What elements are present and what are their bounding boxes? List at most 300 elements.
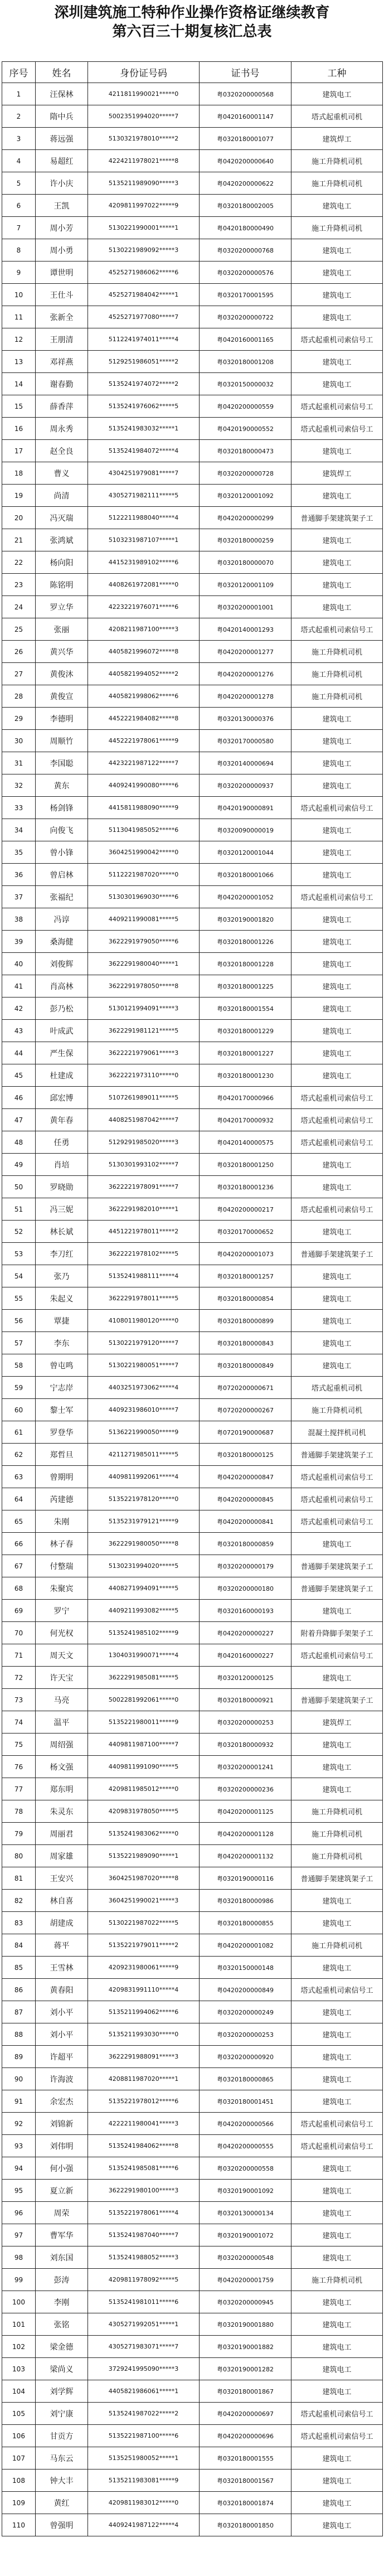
cell-trade: 建筑电工 bbox=[291, 1890, 383, 1912]
cell-name: 刘东国 bbox=[36, 2246, 88, 2269]
cell-certificate-number: 粤0320200000568 bbox=[200, 83, 291, 105]
cell-certificate-number: 粤0320090000019 bbox=[200, 819, 291, 841]
cell-id-number: 36222919880​91*****3 bbox=[88, 2046, 200, 2068]
table-row bbox=[2, 128, 383, 150]
table-row bbox=[2, 1510, 383, 1533]
table-row bbox=[2, 2514, 383, 2536]
cell-serial: 12 bbox=[2, 328, 36, 351]
cell-trade: 塔式起重机司索信号工 bbox=[291, 1109, 383, 1131]
table-row bbox=[2, 2291, 383, 2313]
table-row bbox=[2, 2202, 383, 2224]
cell-trade: 建筑电工 bbox=[291, 2001, 383, 2023]
cell-name: 张新全 bbox=[36, 306, 88, 328]
cell-trade: 建筑电工 bbox=[291, 1957, 383, 1979]
table-row bbox=[2, 685, 383, 708]
cell-trade: 建筑电工 bbox=[291, 1912, 383, 1934]
cell-serial: 30 bbox=[2, 730, 36, 752]
cell-trade: 施工升降机司机 bbox=[291, 1823, 383, 1845]
cell-name: 黄红 bbox=[36, 2492, 88, 2514]
table-row bbox=[2, 2492, 383, 2514]
cell-name: 温平 bbox=[36, 1711, 88, 1734]
cell-id-number: 51302219890​92*****3 bbox=[88, 239, 200, 262]
cell-trade: 建筑电工 bbox=[291, 1176, 383, 1198]
table-row bbox=[2, 708, 383, 730]
cell-id-number: 36222919820​10*****1 bbox=[88, 1198, 200, 1221]
cell-name: 许超平 bbox=[36, 2046, 88, 2068]
cell-trade: 建筑电工 bbox=[291, 2514, 383, 2536]
cell-serial: 90 bbox=[2, 2068, 36, 2090]
cell-name: 周永秀 bbox=[36, 418, 88, 440]
cell-serial: 69 bbox=[2, 1600, 36, 1622]
cell-serial: 88 bbox=[2, 2023, 36, 2046]
cell-id-number: 50022819920​61*****0 bbox=[88, 1689, 200, 1711]
cell-serial: 87 bbox=[2, 2001, 36, 2023]
cell-id-number: 51352119830​81*****9 bbox=[88, 2470, 200, 2492]
cell-certificate-number: 粤0320180001555 bbox=[200, 2447, 291, 2470]
title-line-2: 第六百三十期复核汇总表 bbox=[112, 23, 272, 40]
cell-certificate-number: 粤0420200001052 bbox=[200, 886, 291, 908]
cell-id-number: 36222919800​50*****8 bbox=[88, 1533, 200, 1555]
cell-serial: 27 bbox=[2, 663, 36, 685]
cell-id-number: 51352119890​90*****3 bbox=[88, 172, 200, 195]
cell-serial: 93 bbox=[2, 2135, 36, 2157]
cell-name: 朱起义 bbox=[36, 1287, 88, 1310]
cell-trade: 建筑电工 bbox=[291, 596, 383, 618]
table-row bbox=[2, 1421, 383, 1444]
cell-trade: 建筑电工 bbox=[291, 1154, 383, 1176]
cell-certificate-number: 粤0420200000555 bbox=[200, 2135, 291, 2157]
cell-id-number: 44098119910​90*****5 bbox=[88, 1756, 200, 1778]
cell-serial: 97 bbox=[2, 2224, 36, 2246]
table-row bbox=[2, 83, 383, 105]
cell-certificate-number: 粤0320180001567 bbox=[200, 2470, 291, 2492]
table-row bbox=[2, 1890, 383, 1912]
cell-id-number: 51352419851​02*****9 bbox=[88, 1622, 200, 1644]
cell-name: 李东 bbox=[36, 1332, 88, 1354]
table-row bbox=[2, 2135, 383, 2157]
cell-name: 许天宝 bbox=[36, 1667, 88, 1689]
cell-certificate-number: 粤0320180000859 bbox=[200, 1533, 291, 1555]
cell-name: 芮建德 bbox=[36, 1488, 88, 1510]
cell-certificate-number: 粤0320200000920 bbox=[200, 2046, 291, 2068]
table-row bbox=[2, 2046, 383, 2068]
cell-name: 赵全良 bbox=[36, 440, 88, 462]
table-row bbox=[2, 1444, 383, 1466]
table-row bbox=[2, 1399, 383, 1421]
cell-name: 冯谆 bbox=[36, 908, 88, 931]
table-row bbox=[2, 507, 383, 529]
cell-name: 覃捷 bbox=[36, 1310, 88, 1332]
cell-name: 向俊飞 bbox=[36, 819, 88, 841]
cell-certificate-number: 粤0420170000966 bbox=[200, 1087, 291, 1109]
cell-name: 周天文 bbox=[36, 1644, 88, 1667]
table-row bbox=[2, 1354, 383, 1377]
cell-certificate-number: 粤0320160000193 bbox=[200, 1600, 291, 1622]
cell-serial: 46 bbox=[2, 1087, 36, 1109]
cell-name: 曾小锋 bbox=[36, 841, 88, 864]
cell-name: 曾期明 bbox=[36, 1466, 88, 1488]
table-row bbox=[2, 819, 383, 841]
table-row bbox=[2, 262, 383, 284]
cell-serial: 86 bbox=[2, 1979, 36, 2001]
cell-trade: 建筑电工 bbox=[291, 975, 383, 998]
cell-trade: 塔式起重机司机 bbox=[291, 1377, 383, 1399]
cell-trade: 建筑电工 bbox=[291, 931, 383, 953]
cell-certificate-number: 粤0320120001092 bbox=[200, 485, 291, 507]
cell-trade: 普通脚手架建筑架子工 bbox=[291, 1243, 383, 1265]
cell-trade: 塔式起重机司索信号工 bbox=[291, 1510, 383, 1533]
cell-certificate-number: 粤0420200000841 bbox=[200, 1510, 291, 1533]
cell-trade: 建筑电工 bbox=[291, 1756, 383, 1778]
cell-trade: 建筑电工 bbox=[291, 306, 383, 328]
cell-name: 刘小平 bbox=[36, 2023, 88, 2046]
table-row bbox=[2, 1087, 383, 1109]
cell-id-number: 44058219860​61*****1 bbox=[88, 2380, 200, 2403]
cell-name: 张丽 bbox=[36, 618, 88, 641]
cell-trade: 建筑焊工 bbox=[291, 128, 383, 150]
cell-id-number: 42088119870​20*****1 bbox=[88, 2068, 200, 2090]
cell-serial: 65 bbox=[2, 1510, 36, 1533]
cell-trade: 塔式起重机司索信号工 bbox=[291, 797, 383, 819]
cell-id-number: 51352419810​11*****6 bbox=[88, 2291, 200, 2313]
cell-id-number: 45252719770​80*****7 bbox=[88, 306, 200, 328]
cell-trade: 普通脚手架建筑架子工 bbox=[291, 1867, 383, 1890]
table-row bbox=[2, 440, 383, 462]
cell-name: 罗立华 bbox=[36, 596, 88, 618]
cell-id-number: 43042519790​81*****7 bbox=[88, 462, 200, 485]
cell-name: 冯灭瑞 bbox=[36, 507, 88, 529]
cell-trade: 塔式起重机司索信号工 bbox=[291, 1979, 383, 2001]
table-row bbox=[2, 1979, 383, 2001]
cell-certificate-number: 粤0420200001073 bbox=[200, 1243, 291, 1265]
cell-id-number: 44058219960​72*****8 bbox=[88, 641, 200, 663]
cell-trade: 施工升降机司机 bbox=[291, 2269, 383, 2291]
cell-certificate-number: 粤0320180000986 bbox=[200, 1890, 291, 1912]
cell-name: 谭世明 bbox=[36, 262, 88, 284]
cell-serial: 38 bbox=[2, 908, 36, 931]
cell-certificate-number: 粤0320180000855 bbox=[200, 1912, 291, 1934]
cell-name: 周小芳 bbox=[36, 217, 88, 239]
cell-id-number: 36042519900​42*****0 bbox=[88, 841, 200, 864]
cell-serial: 75 bbox=[2, 1734, 36, 1756]
cell-trade: 建筑电工 bbox=[291, 2090, 383, 2113]
table-row bbox=[2, 2023, 383, 2046]
cell-certificate-number: 粤0420200000849 bbox=[200, 1979, 291, 2001]
table-row bbox=[2, 1800, 383, 1823]
cell-trade: 建筑电工 bbox=[291, 2313, 383, 2336]
table-row bbox=[2, 2246, 383, 2269]
table-row bbox=[2, 1934, 383, 1957]
cell-serial: 3 bbox=[2, 128, 36, 150]
cell-name: 宁志岸 bbox=[36, 1377, 88, 1399]
table-row bbox=[2, 618, 383, 641]
cell-name: 刘学辉 bbox=[36, 2380, 88, 2403]
table-row bbox=[2, 2403, 383, 2425]
cell-trade: 塔式起重机司索信号工 bbox=[291, 418, 383, 440]
cell-certificate-number: 粤0320180001250 bbox=[200, 1154, 291, 1176]
table-row bbox=[2, 1287, 383, 1310]
table-row bbox=[2, 1198, 383, 1221]
cell-id-number: 42118119900​21*****0 bbox=[88, 83, 200, 105]
table-row bbox=[2, 1533, 383, 1555]
cell-serial: 52 bbox=[2, 1221, 36, 1243]
cell-serial: 25 bbox=[2, 618, 36, 641]
cell-id-number: 42098119780​92*****5 bbox=[88, 2269, 200, 2291]
cell-serial: 48 bbox=[2, 1131, 36, 1154]
table-row bbox=[2, 395, 383, 418]
cell-id-number: 51352419870​22*****2 bbox=[88, 2403, 200, 2425]
cell-name: 夏立新 bbox=[36, 2180, 88, 2202]
table-row bbox=[2, 2001, 383, 2023]
cell-certificate-number: 粤0320190001880 bbox=[200, 2313, 291, 2336]
cell-id-number: 36222219781​02*****5 bbox=[88, 1243, 200, 1265]
cell-name: 罗晓勋 bbox=[36, 1176, 88, 1198]
cell-serial: 8 bbox=[2, 239, 36, 262]
table-header-row bbox=[2, 62, 383, 83]
cell-id-number: 51122219870​20*****0 bbox=[88, 864, 200, 886]
cell-trade: 建筑电工 bbox=[291, 1310, 383, 1332]
cell-certificate-number: 粤0420200000847 bbox=[200, 1466, 291, 1488]
table-row bbox=[2, 1488, 383, 1510]
table-row bbox=[2, 998, 383, 1020]
cell-serial: 63 bbox=[2, 1466, 36, 1488]
header-trade: 工种 bbox=[291, 62, 383, 83]
cell-trade: 建筑电工 bbox=[291, 2336, 383, 2358]
cell-serial: 59 bbox=[2, 1377, 36, 1399]
cell-trade: 建筑焊工 bbox=[291, 462, 383, 485]
cell-id-number: 51352219871​00*****6 bbox=[88, 2425, 200, 2447]
cell-name: 钟大丰 bbox=[36, 2470, 88, 2492]
cell-serial: 62 bbox=[2, 1444, 36, 1466]
cell-certificate-number: 粤0320200000253 bbox=[200, 1711, 291, 1734]
cell-serial: 1 bbox=[2, 83, 36, 105]
cell-name: 汪保林 bbox=[36, 83, 88, 105]
cell-name: 朱刚 bbox=[36, 1510, 88, 1533]
cell-certificate-number: 粤0420200000697 bbox=[200, 2403, 291, 2425]
cell-certificate-number: 粤0320200000253 bbox=[200, 2023, 291, 2046]
cell-certificate-number: 粤0320190001092 bbox=[200, 2180, 291, 2202]
cell-serial: 104 bbox=[2, 2380, 36, 2403]
cell-serial: 80 bbox=[2, 1845, 36, 1867]
cell-certificate-number: 粤0420200000559 bbox=[200, 395, 291, 418]
cell-id-number: 51352319791​21*****9 bbox=[88, 1510, 200, 1533]
cell-serial: 73 bbox=[2, 1689, 36, 1711]
cell-trade: 塔式起重机司机 bbox=[291, 105, 383, 128]
table-row bbox=[2, 1243, 383, 1265]
table-row bbox=[2, 485, 383, 507]
cell-trade: 建筑电工 bbox=[291, 953, 383, 975]
cell-serial: 60 bbox=[2, 1399, 36, 1421]
cell-name: 李国聪 bbox=[36, 752, 88, 774]
cell-trade: 建筑电工 bbox=[291, 373, 383, 395]
table-row bbox=[2, 105, 383, 128]
cell-name: 尚清 bbox=[36, 485, 88, 507]
cell-serial: 78 bbox=[2, 1800, 36, 1823]
cell-name: 朱聚宾 bbox=[36, 1577, 88, 1600]
cell-serial: 32 bbox=[2, 774, 36, 797]
table-row bbox=[2, 730, 383, 752]
cell-serial: 31 bbox=[2, 752, 36, 774]
cell-trade: 建筑电工 bbox=[291, 2224, 383, 2246]
cell-trade: 建筑电工 bbox=[291, 864, 383, 886]
cell-certificate-number: 粤0320180002005 bbox=[200, 195, 291, 217]
table-row bbox=[2, 975, 383, 998]
cell-certificate-number: 粤0320200000945 bbox=[200, 2291, 291, 2313]
cell-certificate-number: 粤0320180001867 bbox=[200, 2380, 291, 2403]
table-row bbox=[2, 2157, 383, 2180]
cell-trade: 施工升降机司机 bbox=[291, 663, 383, 685]
cell-trade: 建筑电工 bbox=[291, 1221, 383, 1243]
cell-trade: 建筑电工 bbox=[291, 2470, 383, 2492]
table-row bbox=[2, 1154, 383, 1176]
cell-certificate-number: 粤0420200001759 bbox=[200, 2269, 291, 2291]
cell-certificate-number: 粤0320180000259 bbox=[200, 529, 291, 551]
cell-trade: 普通脚手架建筑架子工 bbox=[291, 1555, 383, 1577]
cell-certificate-number: 粤0320170000652 bbox=[200, 1221, 291, 1243]
cell-serial: 2 bbox=[2, 105, 36, 128]
cell-serial: 35 bbox=[2, 841, 36, 864]
cell-serial: 56 bbox=[2, 1310, 36, 1332]
table-row bbox=[2, 195, 383, 217]
cell-id-number: 51302219870​22*****5 bbox=[88, 1912, 200, 1934]
cell-serial: 55 bbox=[2, 1287, 36, 1310]
cell-serial: 99 bbox=[2, 2269, 36, 2291]
cell-certificate-number: 粤0420200001128 bbox=[200, 1823, 291, 1845]
cell-serial: 109 bbox=[2, 2492, 36, 2514]
cell-serial: 26 bbox=[2, 641, 36, 663]
table-row bbox=[2, 1600, 383, 1622]
cell-serial: 37 bbox=[2, 886, 36, 908]
cell-id-number: 42098119970​22*****9 bbox=[88, 195, 200, 217]
table-row bbox=[2, 1823, 383, 1845]
cell-serial: 68 bbox=[2, 1577, 36, 1600]
cell-certificate-number: 粤0320200000722 bbox=[200, 306, 291, 328]
cell-serial: 98 bbox=[2, 2246, 36, 2269]
cell-name: 王凯 bbox=[36, 195, 88, 217]
cell-trade: 建筑电工 bbox=[291, 2291, 383, 2313]
table-row bbox=[2, 2113, 383, 2135]
cell-name: 黄东 bbox=[36, 774, 88, 797]
cell-id-number: 41080119801​20*****0 bbox=[88, 1310, 200, 1332]
cell-certificate-number: 粤0320180001208 bbox=[200, 351, 291, 373]
cell-name: 邓祥燕 bbox=[36, 351, 88, 373]
table-row bbox=[2, 1577, 383, 1600]
cell-serial: 102 bbox=[2, 2336, 36, 2358]
cell-certificate-number: 粤0320200000249 bbox=[200, 2001, 291, 2023]
cell-name: 谢春勤 bbox=[36, 373, 88, 395]
cell-id-number: 36042519900​21*****3 bbox=[88, 1890, 200, 1912]
table-row bbox=[2, 217, 383, 239]
table-row bbox=[2, 1377, 383, 1399]
cell-serial: 81 bbox=[2, 1867, 36, 1890]
cell-trade: 施工升降机司机 bbox=[291, 685, 383, 708]
cell-id-number: 13040319900​71*****4 bbox=[88, 1644, 200, 1667]
cell-id-number: 51362219900​50*****9 bbox=[88, 1421, 200, 1444]
cell-certificate-number: 粤0420170000932 bbox=[200, 1109, 291, 1131]
cell-certificate-number: 粤0420160001165 bbox=[200, 328, 291, 351]
table-row bbox=[2, 1221, 383, 1243]
cell-serial: 66 bbox=[2, 1533, 36, 1555]
cell-serial: 105 bbox=[2, 2403, 36, 2425]
table-row bbox=[2, 752, 383, 774]
cell-certificate-number: 粤0420200000217 bbox=[200, 1198, 291, 1221]
cell-name: 周绍强 bbox=[36, 1734, 88, 1756]
cell-name: 周丽君 bbox=[36, 1823, 88, 1845]
cell-serial: 108 bbox=[2, 2470, 36, 2492]
cell-id-number: 42112719850​11*****5 bbox=[88, 1444, 200, 1466]
cell-certificate-number: 粤0320200000937 bbox=[200, 774, 291, 797]
cell-name: 何光权 bbox=[36, 1622, 88, 1644]
cell-certificate-number: 粤0320200000558 bbox=[200, 2157, 291, 2180]
cell-trade: 建筑电工 bbox=[291, 819, 383, 841]
table-row bbox=[2, 1867, 383, 1890]
cell-certificate-number: 粤0420200001277 bbox=[200, 641, 291, 663]
header-serial: 序号 bbox=[2, 62, 36, 83]
cell-trade: 施工升降机司机 bbox=[291, 641, 383, 663]
cell-id-number: 51352119930​30*****0 bbox=[88, 2023, 200, 2046]
cell-trade: 建筑焊工 bbox=[291, 1711, 383, 1734]
cell-name: 甘贡方 bbox=[36, 2425, 88, 2447]
cell-trade: 建筑电工 bbox=[291, 708, 383, 730]
cell-trade: 建筑电工 bbox=[291, 2380, 383, 2403]
cell-id-number: 51292519860​51*****2 bbox=[88, 351, 200, 373]
cell-serial: 85 bbox=[2, 1957, 36, 1979]
cell-id-number: 51352419830​62*****0 bbox=[88, 1823, 200, 1845]
cell-certificate-number: 粤0320190001072 bbox=[200, 2224, 291, 2246]
cell-id-number: 51352219800​11*****9 bbox=[88, 1711, 200, 1734]
cell-name: 何小强 bbox=[36, 2157, 88, 2180]
cell-name: 许海波 bbox=[36, 2068, 88, 2090]
cell-id-number: 42232219760​71*****6 bbox=[88, 596, 200, 618]
cell-name: 周荣 bbox=[36, 2202, 88, 2224]
cell-certificate-number: 粤0420160001147 bbox=[200, 105, 291, 128]
cell-name: 曾强明 bbox=[36, 2514, 88, 2536]
cell-id-number: 51303219780​10*****2 bbox=[88, 128, 200, 150]
table-row bbox=[2, 797, 383, 819]
cell-certificate-number: 粤0320180001236 bbox=[200, 1176, 291, 1198]
table-row bbox=[2, 351, 383, 373]
cell-trade: 塔式起重机司索信号工 bbox=[291, 1087, 383, 1109]
table-row bbox=[2, 2447, 383, 2470]
cell-name: 易超红 bbox=[36, 150, 88, 172]
cell-trade: 普通脚手架建筑架子工 bbox=[291, 1577, 383, 1600]
cell-serial: 74 bbox=[2, 1711, 36, 1734]
cell-name: 马东云 bbox=[36, 2447, 88, 2470]
cell-trade: 建筑电工 bbox=[291, 262, 383, 284]
table-row bbox=[2, 931, 383, 953]
cell-name: 王安兴 bbox=[36, 1867, 88, 1890]
table-row bbox=[2, 1265, 383, 1287]
header-id-number: 身份证号码 bbox=[88, 62, 200, 83]
cell-trade: 建筑电工 bbox=[291, 1354, 383, 1377]
cell-name: 罗宁 bbox=[36, 1600, 88, 1622]
cell-id-number: 44092119900​81*****5 bbox=[88, 908, 200, 931]
cell-name: 黄俊沐 bbox=[36, 663, 88, 685]
cell-serial: 22 bbox=[2, 551, 36, 574]
cell-certificate-number: 粤0420200000845 bbox=[200, 1488, 291, 1510]
cell-id-number: 42242119780​21*****8 bbox=[88, 150, 200, 172]
cell-name: 周小勇 bbox=[36, 239, 88, 262]
cell-id-number: 51303019690​30*****6 bbox=[88, 886, 200, 908]
cell-name: 林长斌 bbox=[36, 1221, 88, 1243]
cell-certificate-number: 粤0320180001228 bbox=[200, 953, 291, 975]
table-row bbox=[2, 774, 383, 797]
cell-id-number: 44032519730​62*****4 bbox=[88, 1377, 200, 1399]
cell-id-number: 45252719840​42*****1 bbox=[88, 284, 200, 306]
cell-serial: 10 bbox=[2, 284, 36, 306]
cell-serial: 36 bbox=[2, 864, 36, 886]
cell-name: 曾启林 bbox=[36, 864, 88, 886]
